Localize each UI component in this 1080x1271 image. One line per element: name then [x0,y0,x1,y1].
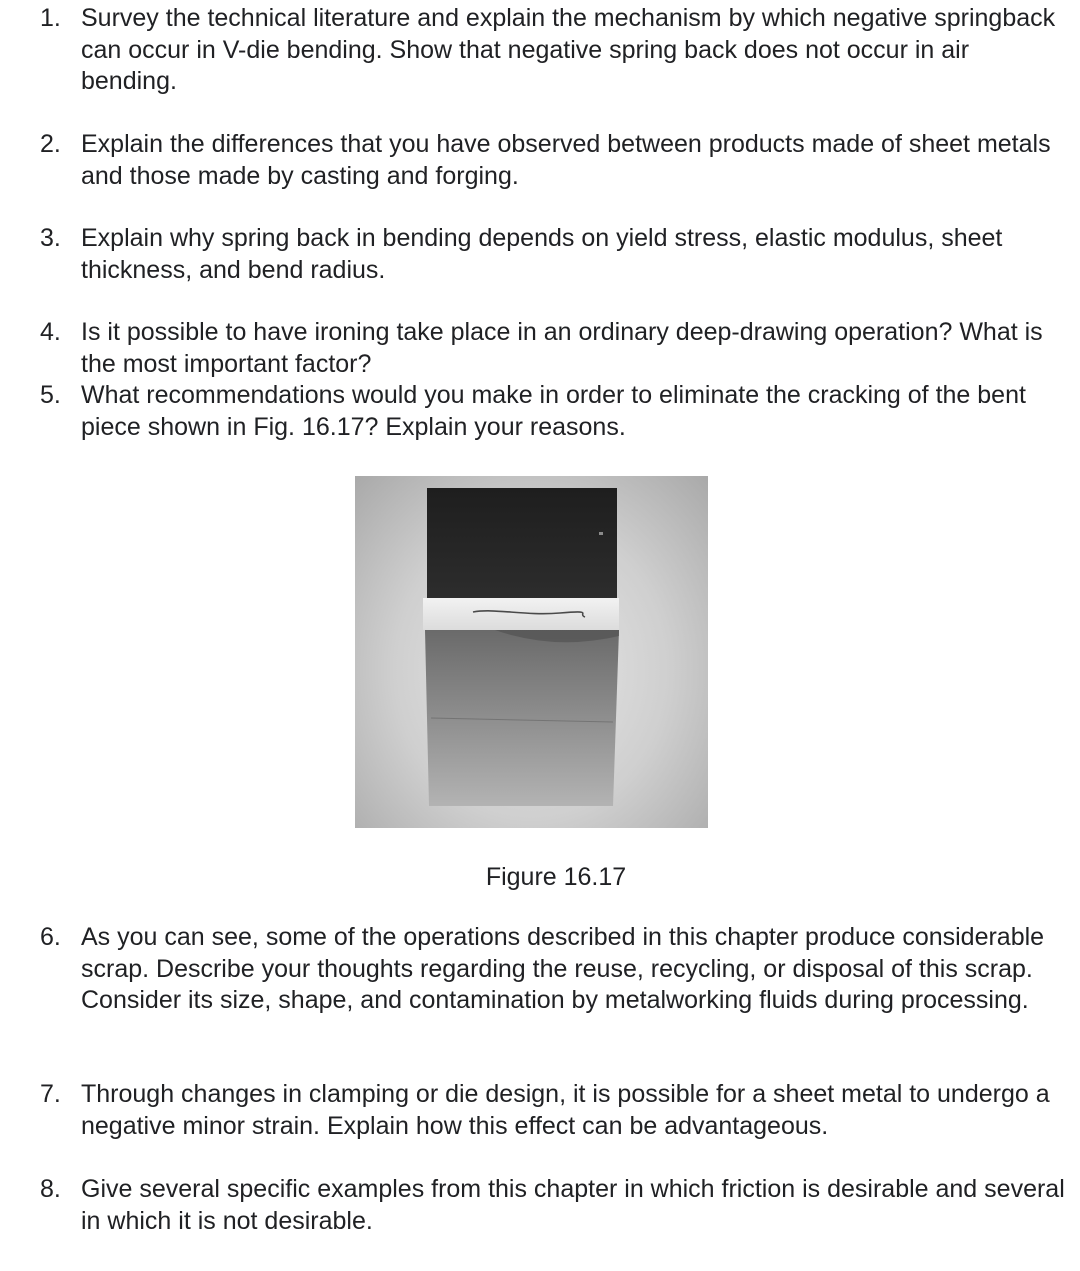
question-4 [40,317,1070,380]
question-5 [40,380,1070,443]
question-text: Through changes in clamping or die design, it is possible for a sheet metal to undergo a negative minor strain. Explain how this effect can be advantageous. [81,1080,1050,1140]
question-text: As you can see, some of the operations described in this chapter produce considerable scrap. Describe your thoughts regarding the reuse, recycling, or disposal of this scrap. Consider its size, shape, and contamination by metalworking fluids during processing. [81,923,1045,1014]
bent-metal-piece-image [355,476,708,828]
question-1 [40,3,1070,98]
question-text: Give several specific examples from this chapter in which friction is desirable and several in which it is not desirable. [81,1175,1065,1235]
question-8 [40,1174,1070,1237]
question-number: 8. [40,1175,61,1203]
question-number: 1. [40,4,61,32]
question-6 [40,922,1070,1017]
question-text: Explain the differences that you have observed between products made of sheet metals and those made by casting and forging. [81,130,1051,190]
question-text: Is it possible to have ironing take place in an ordinary deep-drawing operation? What is the most important factor? [81,318,1043,378]
question-number: 2. [40,130,61,158]
question-number: 5. [40,381,61,409]
question-text: Explain why spring back in bending depends on yield stress, elastic modulus, sheet thickness, and bend radius. [81,224,1003,284]
question-7 [40,1079,1070,1142]
question-number: 4. [40,318,61,346]
question-text: What recommendations would you make in order to eliminate the cracking of the bent piece shown in Fig. 16.17? Explain your reasons. [81,381,1026,441]
question-number: 3. [40,224,61,252]
figure-photo [355,476,708,828]
question-3 [40,223,1070,286]
figure-caption: Figure 16.17 [485,863,627,891]
question-number: 6. [40,923,61,951]
question-text: Survey the technical literature and explain the mechanism by which negative springback can occur in V-die bending. Show that negative spring back does not occur in air bending. [81,4,1056,95]
question-number: 7. [40,1080,61,1108]
question-2 [40,129,1070,192]
